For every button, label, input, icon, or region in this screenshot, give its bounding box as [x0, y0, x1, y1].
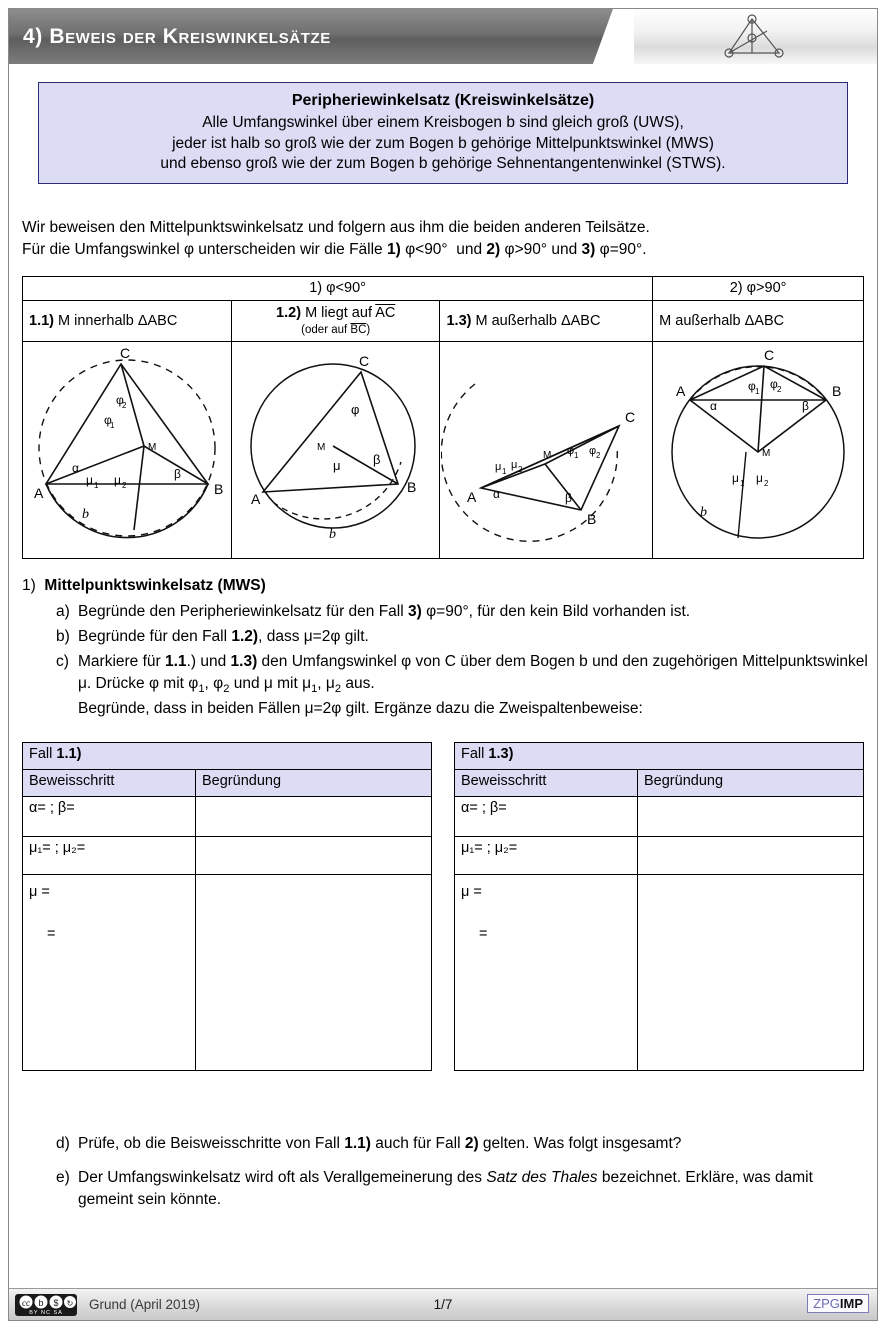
case-table-figure-row	[23, 342, 864, 559]
task-text-c: Markiere für 1.1.) und 1.3) den Umfangswinkel φ von C über dem Bogen b und den zugehörigen Mittelpunktswinkel μ. Drücke φ mit $\varphi_1$, $\varphi_2$ und μ mit $\mu_1$, $\mu_2$ aus. Begründe, dass in beiden Fällen μ=2φ gilt. Ergänze dazu die Zweispaltenbeweise:	[78, 653, 868, 717]
svg-text:2: 2	[121, 401, 127, 410]
proof-cell-reason-1-3-b[interactable]	[638, 837, 864, 875]
svg-text:μ: μ	[756, 471, 763, 485]
svg-text:2: 2	[596, 451, 601, 460]
proof-colhead-row	[455, 770, 864, 797]
svg-text:μ: μ	[113, 473, 121, 487]
page-title	[23, 25, 331, 49]
svg-text:A: A	[250, 491, 261, 507]
svg-text:b: b	[328, 527, 336, 542]
svg-text:μ: μ	[511, 459, 518, 471]
proof-mu-line-2: =	[479, 926, 488, 942]
case-sub-2: M außerhalb ΔABC	[653, 301, 864, 342]
proof-cell-mu-1-3[interactable]	[455, 875, 638, 1071]
proof-cell-reason-1-3-a[interactable]	[638, 797, 864, 837]
proof-cell-reason-1-1-c[interactable]	[196, 875, 432, 1071]
svg-text:2: 2	[518, 465, 523, 474]
page-title-number: 4)	[23, 24, 43, 48]
svg-text:1: 1	[109, 421, 115, 430]
task-item-d	[56, 1133, 872, 1155]
proof-title-case: 1.1)	[56, 746, 82, 762]
svg-text:cc: cc	[22, 1297, 30, 1308]
svg-text:M: M	[316, 442, 326, 453]
theorem-line-3: und ebenso groß wie der zum Bogen b gehörige Sehnentangentenwinkel (STWS).	[160, 155, 726, 173]
table-row	[455, 797, 864, 837]
theorem-line-1: Alle Umfangswinkel über einem Kreisbogen b sind gleich groß (UWS),	[202, 114, 684, 132]
case-sub-1-3: 1.3) M außerhalb ΔABC	[440, 301, 653, 342]
proof-cell-reason-1-1-a[interactable]	[196, 797, 432, 837]
svg-text:1: 1	[574, 451, 579, 460]
theorem-box	[38, 82, 848, 184]
theorem-line-2: jeder ist halb so groß wie der zum Bogen b gehörige Mittelpunktswinkel (MWS)	[172, 134, 714, 152]
proof-cell-reason-1-1-b[interactable]	[196, 837, 432, 875]
proof-cell-alpha-beta-1-3[interactable]: α= ; β=	[455, 797, 638, 837]
proof-mu-line-1: μ =	[461, 884, 482, 900]
theorem-title: Peripheriewinkelsatz (Kreiswinkelsätze)	[291, 92, 595, 109]
task-section	[22, 575, 872, 723]
case-head-phi-greater-90: 2) φ>90°	[653, 277, 864, 301]
imp-label: IMP	[839, 1296, 863, 1311]
intro-paragraph	[22, 217, 862, 261]
svg-text:β: β	[173, 467, 181, 481]
svg-text:M: M	[543, 450, 552, 461]
task-item-e	[56, 1167, 872, 1211]
task-item-a	[56, 601, 872, 623]
svg-text:b: b	[700, 505, 708, 520]
task-label-a: a)	[56, 603, 70, 620]
svg-text:1: 1	[740, 479, 745, 488]
proof-title-prefix: Fall	[29, 746, 57, 762]
svg-text:φ: φ	[770, 377, 778, 391]
proof-cell-mu12-1-1[interactable]: μ₁= ; μ₂=	[23, 837, 196, 875]
svg-text:B: B	[832, 383, 842, 399]
task-item-c	[56, 651, 872, 720]
svg-text:β: β	[802, 399, 809, 413]
task-text-e-part2: bezeichnet. Erkläre, was damit gemeint sein könnte.	[78, 1169, 813, 1208]
svg-text:α: α	[710, 399, 718, 413]
circle-figure-case-1-2	[231, 342, 440, 559]
task-text-b: Begründe für den Fall 1.2), dass μ=2φ gilt.	[78, 628, 369, 645]
task-label-b: b)	[56, 628, 70, 645]
svg-text:β: β	[372, 452, 381, 467]
svg-text:C: C	[119, 345, 131, 361]
task-main-number: 1)	[22, 577, 36, 594]
proof-col-beweisschritt-1-3: Beweisschritt	[455, 770, 638, 797]
svg-text:B: B	[406, 479, 417, 495]
circle-figure-case-2	[653, 342, 864, 559]
svg-text:2: 2	[764, 479, 769, 488]
svg-text:C: C	[358, 353, 369, 369]
task-label-e: e)	[56, 1169, 70, 1186]
task-label-d: d)	[56, 1135, 70, 1152]
proof-col-begruendung-1-3: Begründung	[638, 770, 864, 797]
table-row	[455, 837, 864, 875]
case-sub-1-2: 1.2) M liegt auf $\overline{AC}$ (oder auf $\overline{BC}$)	[231, 301, 440, 342]
proof-table-title-1-3	[455, 743, 864, 770]
proof-cell-mu12-1-3[interactable]: μ₁= ; μ₂=	[455, 837, 638, 875]
svg-text:1: 1	[755, 387, 760, 396]
case-sub-1-1: 1.1) M innerhalb ΔABC	[23, 301, 232, 342]
svg-text:μ: μ	[332, 458, 341, 473]
page-header	[9, 9, 877, 64]
table-row	[23, 797, 432, 837]
case-table-subheader-row	[23, 301, 864, 342]
task-text-e-italic: Satz des Thales	[486, 1169, 598, 1186]
circle-figure-case-1-3	[440, 342, 653, 559]
zpg-imp-logo	[807, 1294, 869, 1313]
proof-title-prefix: Fall	[461, 746, 489, 762]
page-footer	[9, 1288, 877, 1320]
svg-text:μ: μ	[85, 473, 93, 487]
intro-line-1: Wir beweisen den Mittelpunktswinkelsatz und folgern aus ihm die beiden anderen Teilsätze.	[22, 219, 650, 236]
svg-text:M: M	[762, 448, 771, 459]
svg-text:$: $	[53, 1297, 59, 1308]
svg-text:α: α	[493, 487, 501, 501]
bottom-task-section	[22, 1133, 872, 1223]
svg-text:φ: φ	[748, 379, 756, 393]
header-tail	[634, 9, 877, 64]
svg-text:1: 1	[502, 467, 507, 476]
circle-figure-case-1-1	[23, 342, 232, 559]
svg-text:μ: μ	[732, 471, 739, 485]
proof-table-case-1-3	[454, 742, 864, 1071]
svg-text:C: C	[764, 347, 775, 363]
svg-text:φ: φ	[103, 413, 112, 427]
proof-tables-wrapper	[22, 742, 864, 1071]
svg-text:2: 2	[121, 481, 127, 490]
svg-text:b: b	[81, 507, 89, 522]
svg-text:1: 1	[93, 481, 99, 490]
proof-title-row	[455, 743, 864, 770]
svg-text:2: 2	[777, 385, 782, 394]
svg-text:↻: ↻	[66, 1298, 74, 1308]
svg-text:α: α	[71, 461, 79, 475]
svg-text:A: A	[33, 485, 44, 501]
proof-col-begruendung-1-1: Begründung	[196, 770, 432, 797]
proof-title-case: 1.3)	[488, 746, 514, 762]
proof-cell-mu-1-1[interactable]	[23, 875, 196, 1071]
table-row	[455, 875, 864, 1071]
task-main-title: Mittelpunktswinkelsatz (MWS)	[44, 577, 266, 594]
proof-table-case-1-1	[22, 742, 432, 1071]
task-text-e	[78, 1167, 872, 1211]
proof-col-beweisschritt-1-1: Beweisschritt	[23, 770, 196, 797]
task-main-heading	[22, 575, 872, 597]
intro-line-2: Für die Umfangswinkel φ unterscheiden wir die Fälle 1) φ<90° und 2) φ>90° und 3) φ=90°.	[22, 241, 647, 258]
svg-text:A: A	[467, 489, 477, 505]
task-text-e-part1: Der Umfangswinkelsatz wird oft als Verallgemeinerung des	[78, 1169, 487, 1186]
svg-text:b: b	[38, 1297, 44, 1308]
proof-table-title-1-1	[23, 743, 432, 770]
footer-page-number: 1/7	[433, 1297, 453, 1312]
svg-text:A: A	[676, 383, 686, 399]
case-table	[22, 276, 864, 559]
svg-text:φ: φ	[589, 445, 597, 457]
proof-colhead-row	[23, 770, 432, 797]
proof-cell-alpha-beta-1-1[interactable]: α= ; β=	[23, 797, 196, 837]
svg-text:BY NC SA: BY NC SA	[29, 1309, 63, 1316]
svg-text:φ: φ	[115, 393, 124, 407]
svg-text:B: B	[587, 511, 597, 527]
proof-mu-line-2: =	[47, 926, 56, 942]
task-item-b	[56, 626, 872, 648]
svg-text:μ: μ	[495, 461, 502, 473]
table-row	[23, 875, 432, 1071]
case-head-phi-less-90: 1) φ<90°	[23, 277, 653, 301]
svg-text:φ: φ	[350, 402, 360, 417]
svg-text:B: B	[213, 481, 224, 497]
svg-text:C: C	[625, 409, 636, 425]
task-text-d: Prüfe, ob die Beisweisschritte von Fall 1.1) auch für Fall 2) gelten. Was folgt insgesamt?	[78, 1135, 682, 1152]
proof-title-row	[23, 743, 432, 770]
footer-author: Grund (April 2019)	[89, 1297, 201, 1312]
task-text-a: Begründe den Peripheriewinkelsatz für den Fall 3) φ=90°, für den kein Bild vorhanden ist.	[78, 603, 691, 620]
case-table-header-row	[23, 277, 864, 301]
proof-mu-line-1: μ =	[29, 884, 50, 900]
svg-text:M: M	[147, 442, 157, 453]
proof-cell-reason-1-3-c[interactable]	[638, 875, 864, 1071]
svg-text:β: β	[565, 491, 573, 505]
zpg-label: ZPG	[813, 1296, 840, 1311]
table-row	[23, 837, 432, 875]
header-title-band	[9, 9, 634, 64]
triangle-in-circle-icon	[707, 11, 797, 68]
page-title-text: Beweis der Kreiswinkelsätze	[49, 24, 331, 48]
svg-text:φ: φ	[567, 445, 575, 457]
task-label-c: c)	[56, 653, 69, 670]
